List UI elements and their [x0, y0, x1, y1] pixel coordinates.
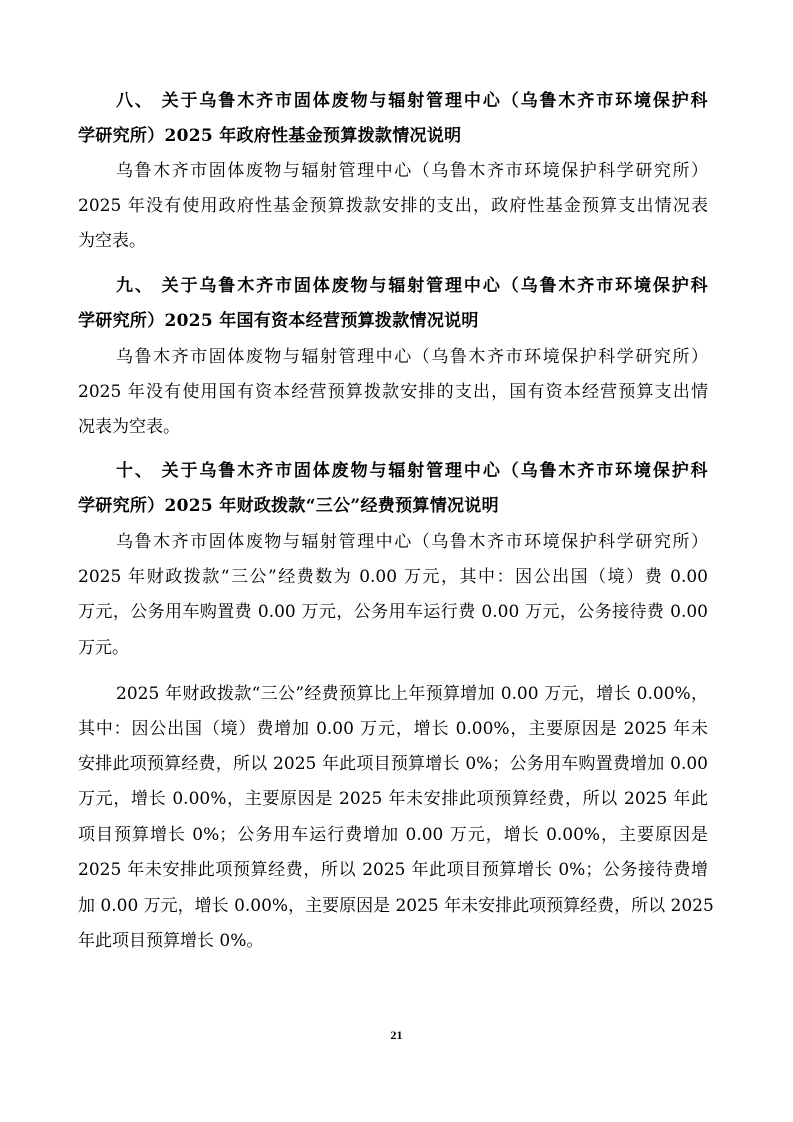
section-9-paragraph-line: 2025 年没有使用国有资本经营预算拨款安排的支出，国有资本经营预算支出情 [78, 382, 708, 402]
section-10-paragraph-2-line: 2025 年财政拨款“三公”经费预算比上年预算增加 0.00 万元，增长 0.00%， [116, 684, 708, 704]
section-8-heading-line-1: 八、 关于乌鲁木齐市固体废物与辐射管理中心（乌鲁木齐市环境保护科 [116, 91, 708, 111]
section-10-paragraph-1-line: 万元。 [78, 638, 129, 658]
section-8-heading-line-2: 学研究所）2025 年政府性基金预算拨款情况说明 [78, 126, 462, 146]
section-10-heading-line-2: 学研究所）2025 年财政拨款“三公”经费预算情况说明 [78, 496, 499, 516]
section-9-paragraph-line: 况表为空表。 [78, 417, 180, 437]
section-8-paragraph-line: 为空表。 [78, 231, 146, 251]
section-8-paragraph-line: 2025 年没有使用政府性基金预算拨款安排的支出，政府性基金预算支出情况表 [78, 196, 708, 216]
section-10-paragraph-2-line: 2025 年未安排此项预算经费，所以 2025 年此项目预算增长 0%；公务接待费增 [78, 860, 708, 880]
section-10-paragraph-1-line: 2025 年财政拨款“三公”经费数为 0.00 万元，其中：因公出国（境）费 0.00 [78, 567, 708, 587]
section-9-heading-line-1: 九、 关于乌鲁木齐市固体废物与辐射管理中心（乌鲁木齐市环境保护科 [116, 276, 708, 296]
section-9-paragraph-line: 乌鲁木齐市固体废物与辐射管理中心（乌鲁木齐市环境保护科学研究所） [116, 347, 708, 367]
section-10-paragraph-2-line: 安排此项预算经费，所以 2025 年此项目预算增长 0%；公务用车购置费增加 0.00 [78, 754, 708, 774]
section-10-paragraph-2-line: 万元，增长 0.00%，主要原因是 2025 年未安排此项预算经费，所以 2025 年此 [78, 789, 708, 809]
page-number: 21 [390, 1028, 403, 1042]
section-10-paragraph-1-line: 万元，公务用车购置费 0.00 万元，公务用车运行费 0.00 万元，公务接待费 0.00 [78, 602, 708, 622]
section-10-paragraph-1-line: 乌鲁木齐市固体废物与辐射管理中心（乌鲁木齐市环境保护科学研究所） [116, 532, 708, 552]
section-10-paragraph-2-line: 加 0.00 万元，增长 0.00%，主要原因是 2025 年未安排此项预算经费，所以 2025 [78, 896, 714, 916]
section-10-heading-line-1: 十、 关于乌鲁木齐市固体废物与辐射管理中心（乌鲁木齐市环境保护科 [116, 461, 708, 481]
section-10-paragraph-2-line: 项目预算增长 0%；公务用车运行费增加 0.00 万元，增长 0.00%，主要原因是 [78, 825, 708, 845]
section-9-heading-line-2: 学研究所）2025 年国有资本经营预算拨款情况说明 [78, 311, 479, 331]
section-10-paragraph-2-line: 年此项目预算增长 0%。 [78, 931, 264, 951]
section-10-paragraph-2-line: 其中：因公出国（境）费增加 0.00 万元，增长 0.00%，主要原因是 2025 年未 [78, 719, 708, 739]
section-8-paragraph-line: 乌鲁木齐市固体废物与辐射管理中心（乌鲁木齐市环境保护科学研究所） [116, 161, 708, 181]
